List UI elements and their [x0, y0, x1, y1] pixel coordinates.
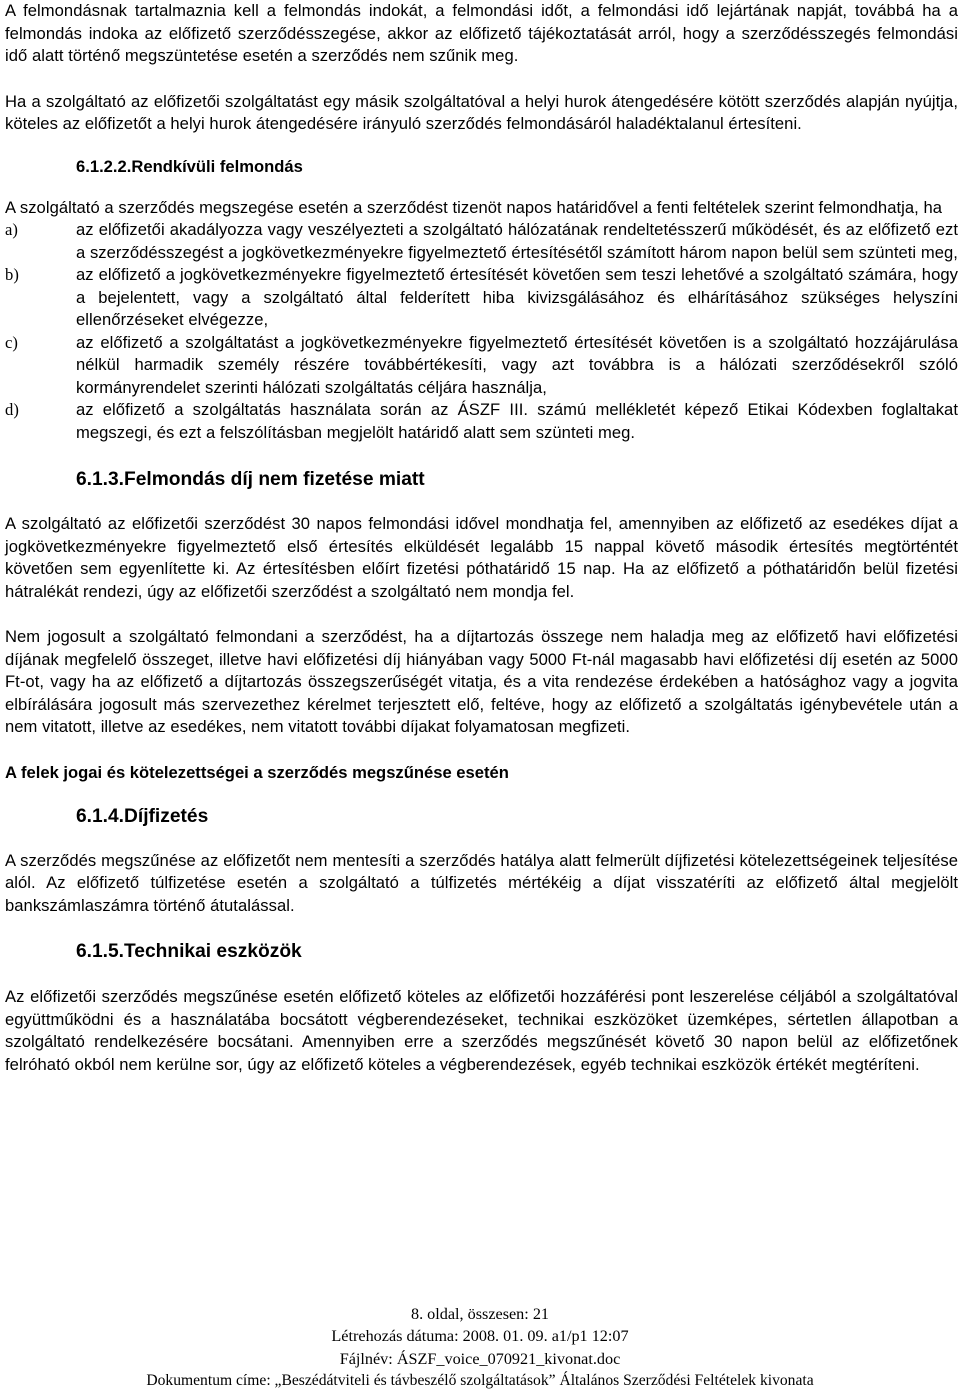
list-marker: d): [5, 400, 19, 419]
intro-paragraph-2: Ha a szolgáltató az előfizetői szolgáltatást egy másik szolgáltatóval a helyi hurok átengedésére kötött szerződés alapján nyújtja, köteles az előfizetőt a helyi hurok átengedésére irányuló szerződés felmondásáról haladéktalanul értesíteni.: [5, 91, 958, 133]
list-item-text: az előfizető a szolgáltatást a jogkövetkezményekre figyelmeztető értesítését követően is a szolgáltató hozzájárulása nélkül harmadik személy részére továbbértékesíti, vagy azt továbbra is a hálózati szerződésekről szóló kormányrendelet szerinti hálózati szolgáltatás céljára használja,: [76, 332, 958, 397]
page-footer: [0, 1303, 960, 1392]
list-item-text: az előfizető a szolgáltatás használata során az ÁSZF III. számú mellékletét képező Etikai Kódexben foglaltakat megszegi, és ezt a felszólításban megjelölt határidő alatt sem szünteti meg.: [76, 400, 958, 442]
list-marker: a): [5, 220, 18, 239]
heading-6-1-4: 6.1.4.Díjfizetés: [76, 805, 209, 827]
technikai-eszkozok-paragraph: Az előfizetői szerződés megszűnése esetén előfizető köteles az előfizetői hozzáférési pont leszerelése céljából a szolgáltatóval együttműködni és a használatába bocsátott végberendezéseket, technikai eszközöket üzemképes, sértetlen állapotban a szolgáltató rendelkezésére bocsátani. Amennyiben erre a szerződés megszűnését követő 30 napon belül az előfizetőnek felróható okból nem kerülne sor, úgy az előfizető köteles a végberendezések, egyéb technikai eszközök értékét megtéríteni.: [5, 987, 958, 1074]
dijnemfizetes-paragraph-1: A szolgáltató az előfizetői szerződést 30 napos felmondási idővel mondhatja fel, amennyiben az előfizető az esedékes díjat a jogkövetkezményekre figyelmeztető első értesítés elküldését legalább 15 nappal követő második értesítés megtörténtét követően sem egyenlítette ki. Az értesítésben előírt fizetési póthatáridő 15 nap. Ha az előfizető a póthatáridőn belül fizetési hátralékát rendezi, úgy az előfizetői szerződést a szolgáltató nem mondja fel.: [5, 514, 958, 601]
list-marker: c): [5, 332, 18, 352]
dijfizetes-paragraph: A szerződés megszűnése az előfizetőt nem mentesíti a szerződés hatálya alatt felmerült díjfizetési kötelezettségeinek teljesítése alól. Az előfizető túlfizetése esetén a szolgáltató a túlfizetés mértékéig a díjat visszatéríti az előfizető által megjelölt bankszámlaszámra történő átutalással.: [5, 850, 958, 915]
list-item: [5, 399, 958, 444]
heading-6-1-3: 6.1.3.Felmondás díj nem fizetése miatt: [76, 469, 425, 490]
rendkivuli-list: [5, 219, 958, 444]
footer-document-title: Dokumentum címe: „Beszédátviteli és távbeszélő szolgáltatások” Általános Szerződési Feltételek kivonata: [146, 1371, 814, 1389]
heading-6-1-5: 6.1.5.Technikai eszközök: [76, 941, 302, 962]
intro-paragraph-1: A felmondásnak tartalmaznia kell a felmondás indokát, a felmondási időt, a felmondási idő lejártának napját, továbbá ha a felmondás indoka az előfizető szerződésszegése, akkor az előfizető tájékoztatását arról, hogy a szerződésszegés felmondási idő alatt történő megszüntetése esetén a szerződés nem szűnik meg.: [5, 1, 958, 65]
list-item: [5, 219, 958, 264]
rendkivuli-lead: A szolgáltató a szerződés megszegése esetén a szerződést tizenöt napos határidővel a fenti feltételek szerint felmondhatja, ha: [5, 197, 943, 217]
list-item-text: az előfizetői akadályozza vagy veszélyezteti a szolgáltató hálózatának rendeltetésszerű működését, és az előfizető ezt a szerződésszegést a jogkövetkezményekre figyelmeztető értesítésétől számított három napon belül sem szünteti meg,: [76, 220, 958, 262]
list-marker: b): [5, 265, 19, 284]
heading-6-1-2-2: 6.1.2.2.Rendkívüli felmondás: [76, 156, 303, 176]
dijnemfizetes-paragraph-2: Nem jogosult a szolgáltató felmondani a szerződést, ha a díjtartozás összege nem haladja meg az előfizető havi előfizetési díjának megfelelő összeget, illetve havi előfizetési díj hiányában vagy 5000 Ft-nál magasabb havi előfizetési díj esetén az 5000 Ft-ot, vagy ha az előfizető a díjtartozás összegszerűségét vitatja, és a vita rendezése érdekében a hatósághoz vagy a jogvita elbírálására jogosult más szervezethez kérelmet terjesztett elő, feltéve, hogy az előfizető a szolgáltatás igénybevétele után a nem vitatott, illetve az esedékes, nem vitatott további díjakat folyamatosan megfizeti.: [5, 627, 958, 736]
list-item: [5, 264, 958, 332]
footer-page-number: 8. oldal, összesen: 21: [410, 1305, 550, 1323]
document-page: [5, 0, 958, 1076]
heading-rights-obligations: A felek jogai és kötelezettségei a szerződés megszűnése esetén: [5, 762, 509, 782]
footer-created-date: Létrehozás dátuma: 2008. 01. 09. a1/p1 12:07: [331, 1327, 629, 1346]
list-item-text: az előfizető a jogkövetkezményekre figyelmeztető értesítését követően sem teszi lehetővé a szolgáltató számára, hogy a bejelentett, vagy a szolgáltató által felderített hiba kivizsgálásához és elhárításához szükséges helyszíni ellenőrzéseket elvégezze,: [76, 265, 958, 329]
footer-filename: Fájlnév: ÁSZF_voice_070921_kivonat.doc: [339, 1349, 621, 1368]
list-item: [5, 332, 958, 400]
